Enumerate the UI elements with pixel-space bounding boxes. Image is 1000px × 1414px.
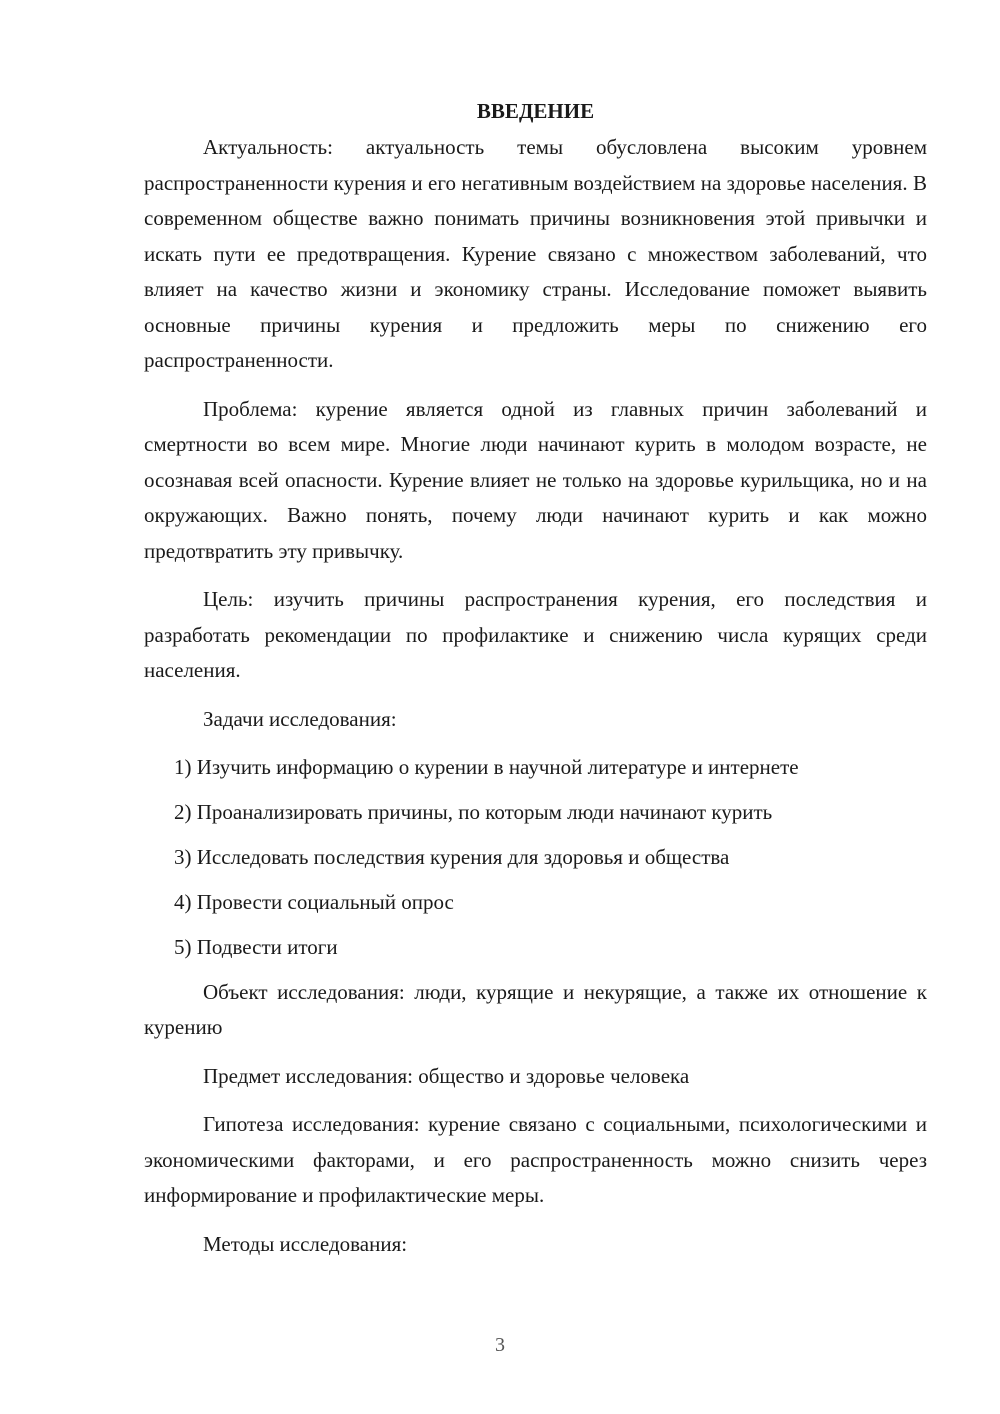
tasks-list	[144, 750, 927, 966]
document-page	[144, 96, 927, 1275]
task-item-1: 1) Изучить информацию о курении в научной литературе и интернете	[174, 755, 799, 779]
tasks-heading: Задачи исследования:	[203, 706, 397, 731]
goal-paragraph: Цель: изучить причины распространения курения, его последствия и разработать рекомендации по профилактике и снижению числа курящих среди населения.	[144, 587, 927, 682]
task-item-2: 2) Проанализировать причины, по которым люди начинают курить	[174, 800, 773, 824]
page-number: 3	[495, 1334, 505, 1356]
hypothesis-paragraph: Гипотеза исследования: курение связано с социальными, психологическими и экономическими факторами, и его распространенность можно снизить через информирование и профилактические меры.	[144, 1112, 927, 1207]
relevance-paragraph: Актуальность: актуальность темы обусловлена высоким уровнем распространенности курения и его негативным воздействием на здоровье населения. В современном обществе важно понимать причины возникновения этой привычки и искать пути ее предотвращения. Курение связано с множеством заболеваний, что влияет на качество жизни и экономику страны. Исследование поможет выявить основные причины курения и предложить меры по снижению его распространенности.	[144, 135, 927, 372]
task-item-4: 4) Провести социальный опрос	[174, 890, 454, 914]
task-item-3: 3) Исследовать последствия курения для здоровья и общества	[174, 845, 730, 869]
object-paragraph: Объект исследования: люди, курящие и некурящие, а также их отношение к курению	[144, 979, 927, 1039]
subject-paragraph: Предмет исследования: общество и здоровье человека	[203, 1063, 690, 1088]
problem-paragraph: Проблема: курение является одной из главных причин заболеваний и смертности во всем мире. Многие люди начинают курить в молодом возрасте, не осознавая всей опасности. Курение влияет не только на здоровье курильщика, но и на окружающих. Важно понять, почему люди начинают курить и как можно предотвратить эту привычку.	[144, 396, 927, 563]
task-item-5: 5) Подвести итоги	[174, 935, 338, 959]
section-title: ВВЕДЕНИЕ	[476, 99, 595, 123]
methods-heading: Методы исследования:	[203, 1231, 408, 1256]
